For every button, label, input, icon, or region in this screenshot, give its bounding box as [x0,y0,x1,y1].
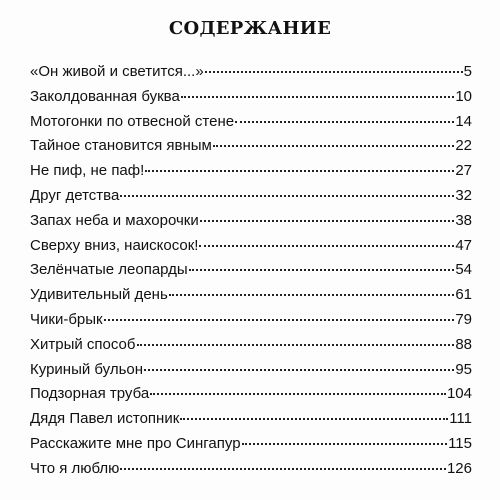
toc-entry-title: Тайное становится явным [30,137,212,155]
toc-entry-page-number: 47 [455,236,472,254]
toc-entry-title: Куриный бульон [30,360,144,378]
toc-entry-title: Хитрый способ [30,335,136,353]
toc-entry-title: Подзорная труба [30,385,150,403]
toc-entry-title: Друг детства [30,186,120,204]
toc-entry-title: Что я люблю [30,459,120,477]
toc-entry-page-number: 88 [455,335,472,353]
dot-leader [213,145,454,147]
toc-entry-title: Расскажите мне про Сингапур [30,434,241,452]
toc-entry-title: Заколдованная буква [30,87,180,105]
toc-entry [30,212,472,237]
toc-entry [30,435,472,460]
toc-entry [30,385,472,410]
toc-entry [30,88,472,113]
toc-entry-page-number: 79 [455,310,472,328]
dot-leader [235,121,454,123]
toc-entry [30,311,472,336]
toc-entry-page-number: 54 [455,261,472,279]
toc-entry [30,361,472,386]
toc-entry-page-number: 38 [455,211,472,229]
dot-leader [145,170,454,172]
toc-entry-title: Запах неба и махорочки [30,211,199,229]
toc-entry [30,460,472,485]
toc-entry [30,336,472,361]
table-of-contents [30,63,472,485]
toc-entry-page-number: 32 [455,186,472,204]
page-title: СОДЕРЖАНИЕ [168,18,332,39]
toc-entry-page-number: 14 [455,112,472,130]
toc-entry-title: Мотогонки по отвесной стене [30,112,235,130]
dot-leader [199,245,454,247]
toc-entry-page-number: 126 [446,459,472,477]
dot-leader [144,369,454,371]
toc-entry [30,187,472,212]
toc-entry-page-number: 115 [448,434,472,452]
toc-entry-title: Зелёнчатые леопарды [30,261,188,279]
dot-leader [205,71,463,73]
toc-entry-title: «Он живой и светится...» [30,63,204,80]
toc-entry [30,410,472,435]
dot-leader [181,96,455,98]
toc-entry [30,137,472,162]
toc-entry-page-number: 22 [455,137,472,155]
toc-entry-title: Сверху вниз, наискосок! [30,236,199,254]
toc-entry-page-number: 104 [446,385,472,403]
toc-entry [30,237,472,262]
toc-entry-page-number: 61 [455,286,472,304]
toc-entry-page-number: 27 [455,162,472,180]
dot-leader [242,443,448,445]
toc-entry [30,63,472,88]
toc-entry-page-number: 95 [455,360,472,378]
toc-entry [30,261,472,286]
dot-leader [104,319,455,321]
toc-entry-title: Дядя Павел истопник [30,410,180,428]
toc-entry-title: Не пиф, не паф! [30,162,145,180]
dot-leader [169,294,455,296]
dot-leader [189,269,455,271]
toc-entry-title: Чики-брык [30,310,103,328]
dot-leader [137,344,455,346]
toc-entry [30,286,472,311]
dot-leader [120,468,446,470]
toc-entry [30,113,472,138]
dot-leader [180,418,448,420]
toc-entry-page-number: 10 [455,87,472,105]
dot-leader [120,195,454,197]
toc-entry [30,162,472,187]
toc-entry-page-number: 111 [449,410,472,428]
dot-leader [150,393,446,395]
dot-leader [200,220,455,222]
toc-entry-page-number: 5 [463,63,472,80]
toc-entry-title: Удивительный день [30,286,168,304]
